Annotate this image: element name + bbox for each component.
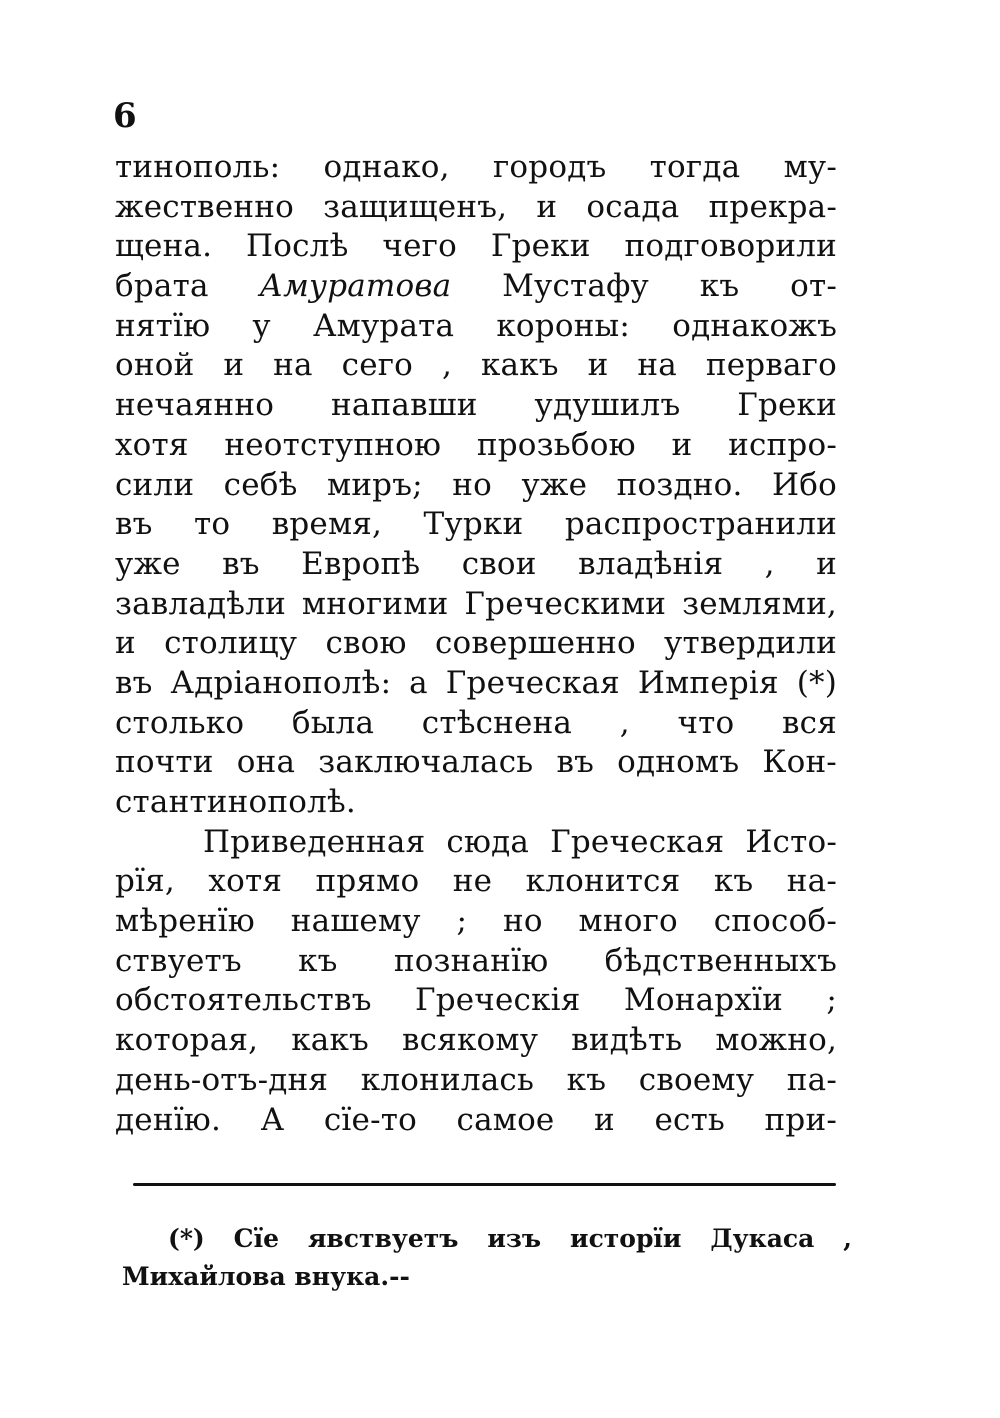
text-line: сили себѣ миръ; но уже поздно. Ибо (115, 466, 837, 503)
text-segment: Мустафу къ от- (451, 268, 837, 305)
text-line: хотя неотступною прозьбою и испро- (115, 426, 837, 463)
footnote (122, 1220, 852, 1296)
text-line: жественно защищенъ, и осада прекра- (115, 188, 837, 225)
text-line: ствуетъ къ познанїю бѣдственныхъ (115, 942, 837, 979)
text-line: столько была стѣснена , что вся (115, 704, 837, 741)
text-line: которая, какъ всякому видѣть можно, (115, 1022, 837, 1059)
text-line: тинополь: однако, городъ тогда му- (115, 149, 837, 185)
body-text (115, 148, 837, 1140)
paragraph-1 (115, 148, 837, 823)
footnote-line: Михайлова внука.-- (122, 1262, 410, 1291)
text-line: въ Адріанополѣ: а Греческая Имперія (*) (115, 664, 837, 701)
text-line: уже въ Европѣ свои владѣнія , и (115, 545, 837, 582)
text-line: денїю. А сїе-то самое и есть при- (115, 1101, 837, 1138)
text-line: оной и на сего , какъ и на перваго (115, 347, 837, 384)
footnote-divider (133, 1183, 836, 1186)
text-line: Приведенная сюда Греческая Исто- (203, 823, 837, 860)
italic-name: Амуратова (259, 268, 452, 305)
text-line: рїя, хотя прямо не клонится къ на- (115, 863, 837, 900)
text-line: нечаянно напавши удушилъ Греки (115, 387, 837, 424)
text-segment: брата (115, 268, 260, 305)
text-line: мѣренїю нашему ; но много способ- (115, 903, 837, 940)
text-line: и столицу свою совершенно утвердили (115, 625, 837, 662)
text-line: стантинополѣ. (115, 784, 356, 820)
paragraph-2 (115, 823, 837, 1141)
page-number: 6 (113, 96, 137, 136)
text-line (115, 267, 837, 307)
footnote-line: (*) Сїе явствуетъ изъ исторїи Дукаса , (168, 1224, 852, 1253)
text-line: день-отъ-дня клонилась къ своему па- (115, 1061, 837, 1098)
text-line: почти она заключалась въ одномъ Кон- (115, 744, 837, 781)
text-line: обстоятельствъ Греческія Монархїи ; (115, 982, 837, 1019)
text-line: нятїю у Амурата короны: однакожъ (115, 307, 837, 344)
text-line: завладѣли многими Греческими землями, (115, 585, 837, 622)
text-line: щена. Послѣ чего Греки подговорили (115, 228, 837, 265)
text-line: въ то время, Турки распространили (115, 506, 837, 543)
